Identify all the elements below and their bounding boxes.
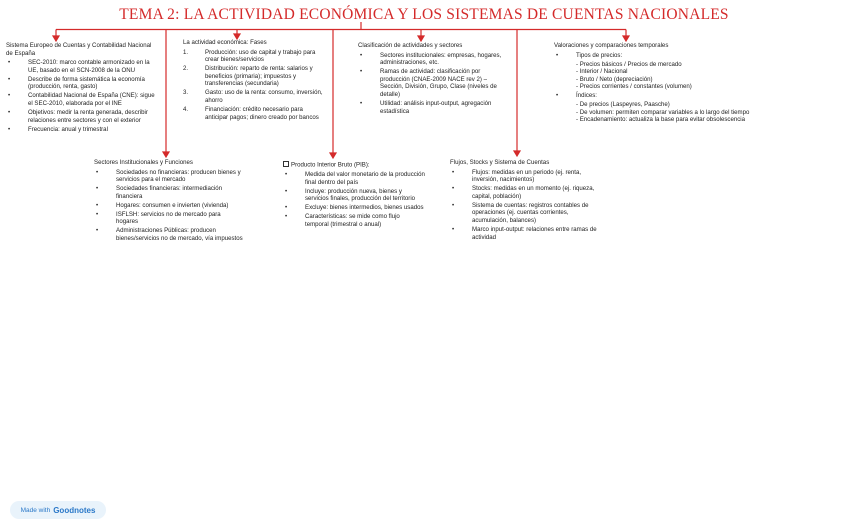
list-item: • Frecuencia: anual y trimestral xyxy=(6,126,156,134)
section-fases xyxy=(183,39,323,123)
sub-item: - Interior / Nacional xyxy=(576,68,628,76)
section-clasificacion xyxy=(358,42,508,117)
list-item: • Flujos: medidas en un periodo (ej. renta, inversión, nacimientos) xyxy=(450,169,600,184)
list-item: • Objetivos: medir la renta generada, describir relaciones entre sectores y con el exterior xyxy=(6,109,156,124)
badge-prefix: Made with xyxy=(20,506,51,514)
section-heading: Valoraciones y comparaciones temporales xyxy=(554,42,669,49)
section-heading: Sistema Europeo de Cuentas y Contabilidad Nacional de España xyxy=(6,42,152,57)
section-heading: Sectores Institucionales y Funciones xyxy=(94,159,193,166)
section-heading: Producto Interior Bruto (PIB): xyxy=(283,161,425,169)
sub-item: - Precios corrientes / constantes (volumen) xyxy=(576,83,692,91)
section-heading: La actividad económica: Fases xyxy=(183,39,267,46)
list-item: 2. Distribución: reparto de renta: salarios y beneficios (primaria); impuestos y transferencias (secundaria) xyxy=(183,65,313,88)
list-item: 4. Financiación: crédito necesario para anticipar pagos; dinero creado por bancos xyxy=(183,105,319,121)
list-item: • Características: se mide como flujo temporal (trimestral o anual) xyxy=(283,213,425,228)
section-sectores xyxy=(94,159,244,244)
list-item: • Sectores institucionales: empresas, hogares, administraciones, etc. xyxy=(358,52,508,67)
list-item: • Ramas de actividad: clasificación por producción (CNAE-2009 NACE rev 2) – Sección, División, Grupo, Clase (niveles de detalle) xyxy=(358,68,508,98)
list-item: • Describe de forma sistemática la economía (producción, renta, gasto) xyxy=(6,76,156,91)
list-item: • ISFLSH: servicios no de mercado para hogares xyxy=(94,211,244,226)
sub-item: - Encadenamiento: actualiza la base para evitar obsolescencia xyxy=(576,116,746,124)
list-item: • Sistema de cuentas: registros contables de operaciones (ej. cuentas corrientes, acumulación, balances) xyxy=(450,202,600,225)
list-item: • Contabilidad Nacional de España (CNE): sigue el SEC-2010, elaborada por el INE xyxy=(6,92,156,107)
list-item: • Sociedades financieras: intermediación financiera xyxy=(94,185,244,200)
list-item: • Utilidad: análisis input-output, agregación estadística xyxy=(358,100,508,115)
list-item: • Marco input-output: relaciones entre ramas de actividad xyxy=(450,226,600,241)
section-heading: Flujos, Stocks y Sistema de Cuentas xyxy=(450,159,550,166)
list-item: • Administraciones Públicas: producen bienes/servicios no de mercado, vía impuestos xyxy=(94,227,244,242)
checkbox-icon xyxy=(283,161,289,167)
list-item: • Tipos de precios: xyxy=(554,52,794,60)
sub-item: - Bruto / Neto (depreciación) xyxy=(576,75,653,83)
section-valoraciones xyxy=(554,42,794,124)
section-flujos xyxy=(450,159,600,243)
page-title: TEMA 2: LA ACTIVIDAD ECONÓMICA Y LOS SISTEMAS DE CUENTAS NACIONALES xyxy=(119,6,729,23)
list-item: • Medida del valor monetario de la producción final dentro del país xyxy=(283,171,425,186)
section-sec2010 xyxy=(6,42,156,134)
list-item: • Stocks: medidas en un momento (ej. riqueza, capital, población) xyxy=(450,185,600,200)
sub-item: - Precios básicos / Precios de mercado xyxy=(576,60,682,68)
list-item: • Índices: xyxy=(554,92,794,100)
list-item: • Sociedades no financieras: producen bienes y servicios para el mercado xyxy=(94,169,244,184)
sub-item: - De volumen: permiten comparar variables a lo largo del tiempo xyxy=(576,108,750,116)
list-item: • Hogares: consumen e invierten (vivienda) xyxy=(94,202,244,210)
list-item: • Excluye: bienes intermedios, bienes usados xyxy=(283,204,425,212)
badge-brand: Goodnotes xyxy=(53,505,96,515)
list-item: • Incluye: producción nueva, bienes y servicios finales, producción del territorio xyxy=(283,188,425,203)
goodnotes-badge[interactable] xyxy=(10,501,106,519)
list-item: 1. Producción: uso de capital y trabajo para crear bienes/servicios xyxy=(183,48,316,64)
sub-item: - De precios (Laspeyres, Paasche) xyxy=(576,100,670,108)
list-item: 3. Gasto: uso de la renta: consumo, inversión, ahorro xyxy=(183,89,323,104)
list-item: • SEC-2010: marco contable armonizado en la UE, basado en el SCN-2008 de la ONU xyxy=(6,59,156,74)
section-heading: Clasificación de actividades y sectores xyxy=(358,42,463,49)
section-pib xyxy=(283,161,425,230)
